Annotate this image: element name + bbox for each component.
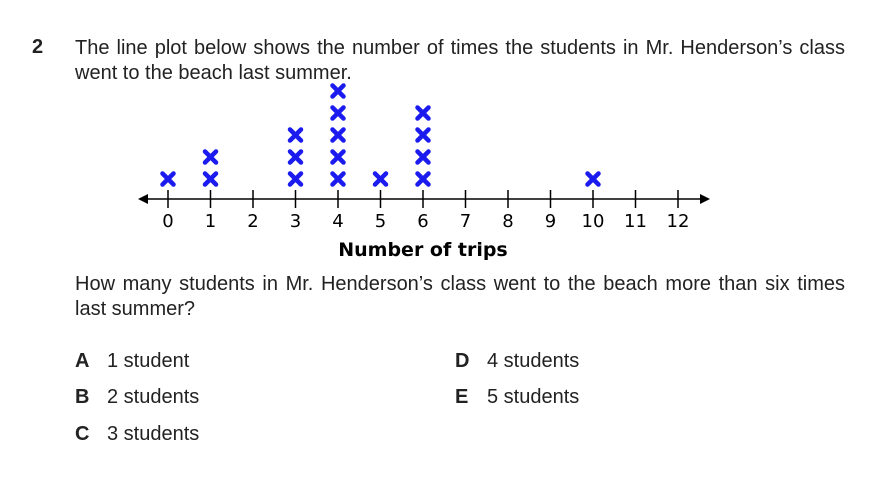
x-marker (588, 174, 599, 185)
x-marker (418, 174, 429, 185)
tick-label: 10 (581, 211, 605, 232)
tick-label: 7 (459, 211, 472, 232)
choice-letter: A (75, 350, 90, 372)
choice-letter: D (455, 350, 470, 372)
x-marker (333, 86, 344, 97)
tick-label: 12 (666, 211, 690, 232)
choice-text: 1 student (107, 350, 190, 372)
plot-marks (138, 86, 710, 233)
choice-letter: B (75, 386, 90, 408)
choice-a[interactable] (75, 350, 189, 373)
choice-c[interactable] (75, 423, 199, 446)
x-marker (418, 108, 429, 119)
question-number: 2 (32, 36, 44, 58)
tick-label: 6 (417, 211, 429, 232)
x-marker (333, 130, 344, 141)
tick-label: 0 (162, 211, 174, 232)
x-marker (418, 130, 429, 141)
tick-label: 9 (544, 211, 557, 232)
question-prompt: How many students in Mr. Henderson’s class went to the beach more than six times last summer? (75, 273, 845, 320)
number-line-right-arrow (700, 194, 710, 204)
x-marker (163, 174, 174, 185)
x-marker (375, 174, 386, 185)
x-marker (418, 152, 429, 163)
choice-e[interactable] (455, 386, 579, 409)
choice-text: 4 students (487, 350, 580, 372)
choice-b[interactable] (75, 386, 199, 409)
tick-label: 11 (624, 211, 647, 232)
choice-text: 2 students (107, 386, 200, 408)
x-marker (290, 130, 301, 141)
x-marker (290, 174, 301, 185)
tick-label: 1 (204, 211, 217, 232)
choice-text: 5 students (487, 386, 580, 408)
x-marker (205, 152, 216, 163)
tick-label: 8 (502, 211, 514, 232)
x-marker (333, 108, 344, 119)
choice-text: 3 students (107, 423, 200, 445)
tick-label: 3 (289, 211, 302, 232)
x-marker (333, 174, 344, 185)
x-marker (290, 152, 301, 163)
x-marker (205, 174, 216, 185)
choice-letter: C (75, 423, 90, 445)
x-marker (333, 152, 344, 163)
tick-label: 2 (247, 211, 259, 232)
number-line-left-arrow (138, 194, 148, 204)
tick-label: 4 (332, 211, 344, 232)
x-axis-label: Number of trips (338, 239, 508, 261)
question-intro: The line plot below shows the number of times the students in Mr. Henderson’s class went to the beach last summer. (75, 37, 845, 84)
choice-d[interactable] (455, 350, 579, 373)
choice-letter: E (455, 386, 469, 408)
tick-label: 5 (374, 211, 387, 232)
